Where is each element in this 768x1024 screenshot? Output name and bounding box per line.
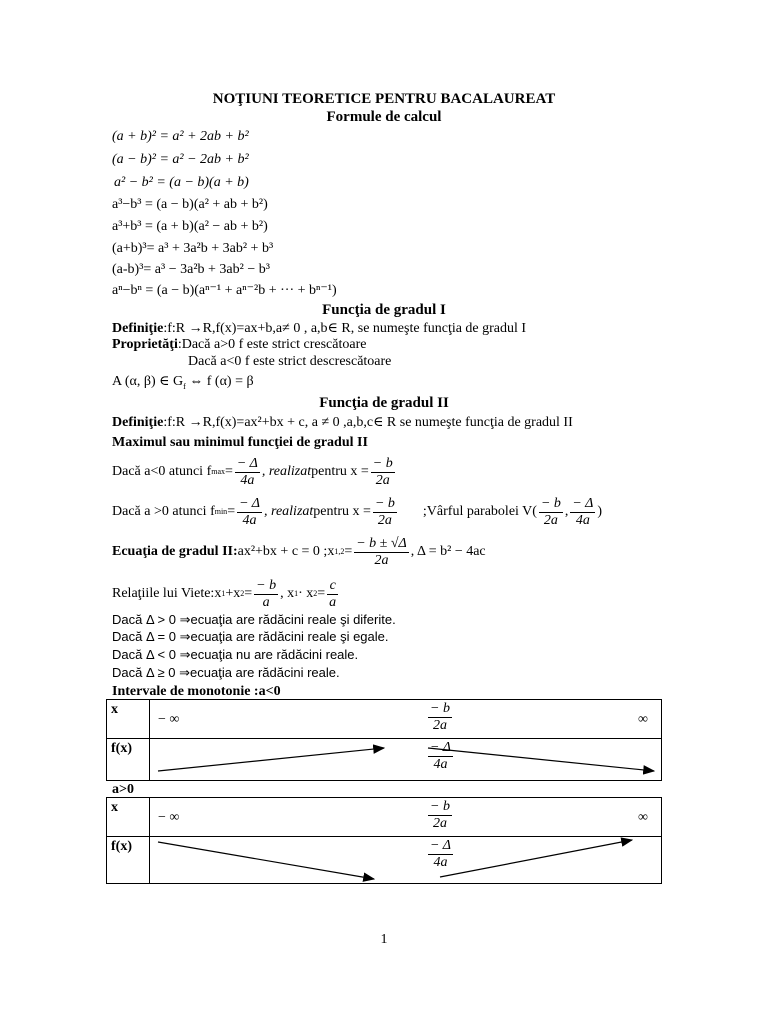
formula-5: a³+b³ = (a + b)(a² − ab + b²) xyxy=(112,219,268,234)
table2-fx-num: − Δ xyxy=(430,838,451,853)
viete-sub2: 2 xyxy=(240,589,245,598)
g1-def-text: :f:R →R,f(x)=ax+b,a≠ 0 , a,b∈ R, se numeşte funcţia de gradul I xyxy=(163,321,527,336)
min-x-num: − b xyxy=(374,495,395,511)
section-formule: Formule de calcul xyxy=(326,109,442,125)
table2-minus-inf: − ∞ xyxy=(158,810,180,825)
varf-text: ;Vârful parabolei V( xyxy=(422,504,537,519)
g1-prop2: Dacă a<0 f este strict descrescătoare xyxy=(188,354,392,369)
min-x-den: 2a xyxy=(373,512,397,529)
viete-sub1: 1 xyxy=(221,589,226,598)
page-title: NOŢIUNI TEORETICE PENTRU BACALAUREAT xyxy=(212,91,556,107)
table2-arrow-down xyxy=(158,842,374,879)
max-x-den: 2a xyxy=(371,472,395,489)
g2-def-label: Definiţie xyxy=(112,415,164,430)
max-frac-num: − Δ xyxy=(236,455,258,471)
formula-2: (a − b)² = a² − 2ab + b² xyxy=(112,152,249,167)
g2-def-text: :f:R →R,f(x)=ax²+bx + c, a ≠ 0 ,a,b,c∈ R se numeşte funcţia de gradul II xyxy=(163,415,573,430)
table2-x-num: − b xyxy=(430,799,450,814)
table1-arrow-down xyxy=(428,748,654,771)
section-gradul1: Funcţia de gradul I xyxy=(322,302,446,318)
section-a-pos: a>0 xyxy=(112,782,134,797)
varf-comma: , xyxy=(564,504,569,519)
delta-case-3: Dacă Δ < 0 ⇒ecuaţia nu are rădăcini reale. xyxy=(112,647,359,662)
ecuatia-sub: 1,2 xyxy=(334,547,345,556)
ecuatia-text: ax²+bx + c = 0 ;x xyxy=(237,544,335,559)
table2-fx-label: f(x) xyxy=(107,837,150,884)
table1-x-num: − b xyxy=(430,701,450,716)
varf-close: ) xyxy=(597,504,602,519)
g1-point-a: A (α, β) ∈ G xyxy=(112,374,184,389)
g1-def-label: Definiţie xyxy=(112,321,164,336)
delta-case-2: Dacă Δ = 0 ⇒ecuaţia are rădăcini reale şi egale. xyxy=(112,629,389,644)
table1-fx-den: 4a xyxy=(428,756,453,773)
max-text: Dacă a<0 atunci f xyxy=(112,464,212,479)
ecuatia-label: Ecuaţia de gradul II: xyxy=(112,544,238,559)
table1-x-label: x xyxy=(107,700,150,739)
g1-point-sub: f xyxy=(183,381,186,391)
table1-fx-label: f(x) xyxy=(107,739,150,781)
min-frac-num: − Δ xyxy=(239,495,261,511)
min-realizat: , realizat xyxy=(264,504,314,519)
formula-8: aⁿ−bⁿ = (a − b)(aⁿ⁻¹ + aⁿ⁻²b + ··· + bⁿ⁻¹) xyxy=(112,283,337,298)
delta-case-1: Dacă Δ > 0 ⇒ecuaţia are rădăcini reale şi diferite. xyxy=(112,612,396,627)
viete-label: Relaţiile lui Viete:x xyxy=(112,586,222,601)
table1-x-den: 2a xyxy=(428,717,452,734)
max-pentru: pentru x = xyxy=(311,464,369,479)
varf-num1: − b xyxy=(540,495,561,511)
g1-point-rest: ⇔ f (α) = β xyxy=(185,374,254,389)
section-gradul2: Funcţia de gradul II xyxy=(319,395,449,411)
viete-eq: = xyxy=(244,586,253,601)
section-maxmin: Maximul sau minimul funcţiei de gradul II xyxy=(112,435,368,450)
viete-den1: a xyxy=(254,594,278,611)
min-sub: min xyxy=(214,507,228,516)
table2-inf: ∞ xyxy=(638,810,648,825)
table1-minus-inf: − ∞ xyxy=(158,712,180,727)
formula-1: (a + b)² = a² + 2ab + b² xyxy=(112,129,249,144)
viete-num2: c xyxy=(329,577,336,593)
viete-num1: − b xyxy=(256,577,277,593)
formula-6: (a+b)³= a³ + 3a²b + 3ab² + b³ xyxy=(112,241,274,256)
g1-prop1: :Dacă a>0 f este strict crescătoare xyxy=(177,337,367,352)
formula-4: a³−b³ = (a − b)(a² + ab + b²) xyxy=(112,197,268,212)
max-frac-den: 4a xyxy=(235,472,260,489)
viete-plus: +x xyxy=(225,586,241,601)
ecuatia-eq: = xyxy=(344,544,353,559)
g1-prop-label: Proprietăţi xyxy=(112,337,178,352)
max-sub: max xyxy=(211,467,226,476)
min-text: Dacă a >0 atunci f xyxy=(112,504,215,519)
ecuatia-den: 2a xyxy=(354,552,409,569)
delta-case-4: Dacă Δ ≥ 0 ⇒ecuaţia are rădăcini reale. xyxy=(112,665,340,680)
table2-fx-den: 4a xyxy=(428,854,453,871)
ecuatia-num: − b ± √Δ xyxy=(356,535,407,551)
table2-x-label: x xyxy=(107,798,150,837)
viete-sub4: 2 xyxy=(313,589,318,598)
formula-3: a² − b² = (a − b)(a + b) xyxy=(114,175,249,190)
varf-num2: − Δ xyxy=(572,495,594,511)
viete-eq2: = xyxy=(317,586,326,601)
min-pentru: pentru x = xyxy=(313,504,371,519)
ecuatia-rest: , Δ = b² − 4ac xyxy=(410,544,486,559)
table1-fx-num: − Δ xyxy=(430,740,451,755)
max-eq: = xyxy=(225,464,233,479)
section-intervale: Intervale de monotonie :a<0 xyxy=(112,684,281,699)
viete-den2: a xyxy=(329,594,337,610)
table1-arrow-up xyxy=(158,748,384,771)
min-frac-den: 4a xyxy=(237,512,262,529)
min-eq: = xyxy=(227,504,236,519)
varf-den2: 4a xyxy=(570,512,595,529)
viete-mid: , x xyxy=(280,586,295,601)
page-number: 1 xyxy=(380,932,388,947)
viete-dot: · x xyxy=(298,586,314,601)
table1-inf: ∞ xyxy=(638,712,648,727)
viete-sub3: 1 xyxy=(294,589,299,598)
table2-x-den: 2a xyxy=(428,815,452,832)
formula-7: (a-b)³= a³ − 3a²b + 3ab² − b³ xyxy=(112,262,270,277)
max-x-num: − b xyxy=(372,455,393,471)
max-realizat: , realizat xyxy=(261,464,312,479)
varf-den1: 2a xyxy=(539,512,563,529)
table2-arrow-up xyxy=(440,840,632,877)
